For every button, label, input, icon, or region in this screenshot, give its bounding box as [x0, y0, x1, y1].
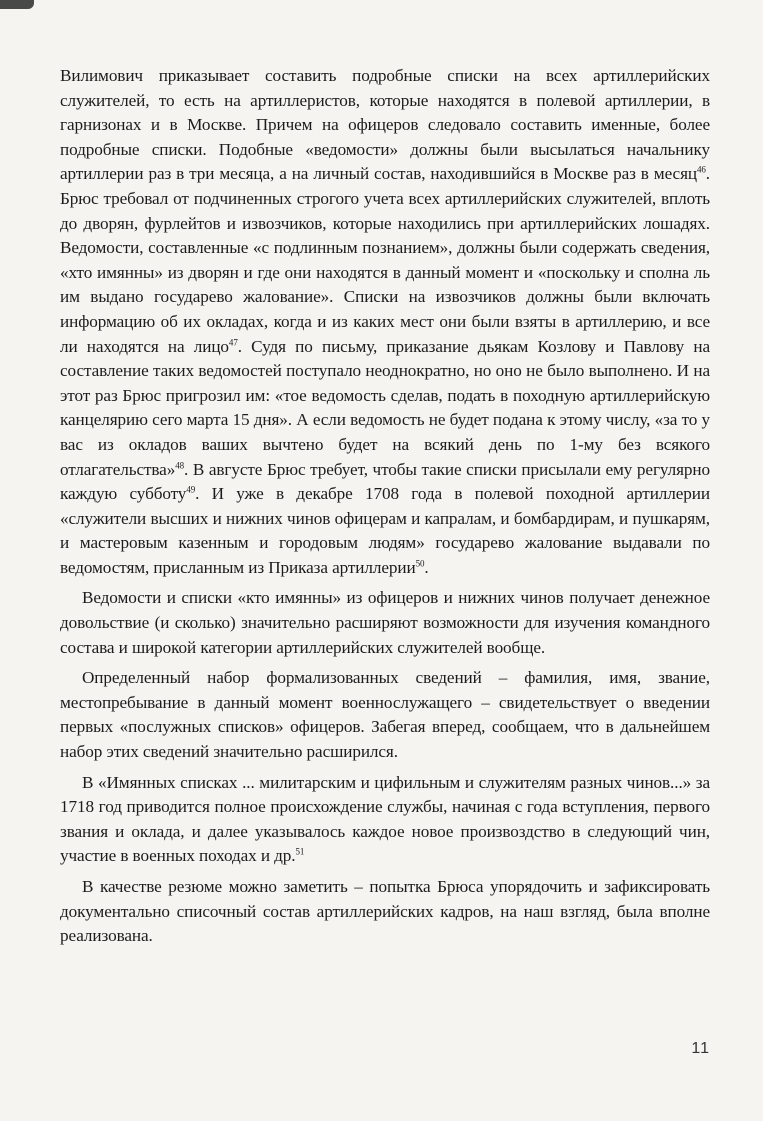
footnote-ref: 46 — [696, 164, 706, 175]
paragraph-1 — [60, 64, 710, 580]
footnote-ref: 47 — [228, 336, 238, 347]
scan-edge-mark — [0, 0, 34, 9]
text-run: Ведомости и списки «кто имянны» из офицеров и нижних чинов получает денежное довольствие (и сколько) значительно расширяют возможности для изучения командного состава и широкой категории артиллерийских служителей вообще. — [60, 588, 710, 657]
text-run: В качестве резюме можно заметить – попытка Брюса упорядочить и зафиксировать документально списочный состав артиллерийских кадров, на наш взгляд, была вполне реализована. — [60, 877, 710, 946]
text-run: . — [424, 557, 429, 577]
text-run: Вилимович приказывает составить подробные списки на всех артиллерийских служителей, то есть на артиллеристов, которые находятся в полевой артиллерии, в гарнизонах и в Москве. Причем на офицеров следовало составить именные, более подробные списки. Подобные «ведомости» должны были высылаться начальнику артиллерии раз в три месяца, а на личный состав, находившийся в Москве раз в месяц — [60, 66, 710, 184]
paragraph-5 — [60, 875, 710, 949]
body-text — [60, 64, 710, 955]
paragraph-4 — [60, 771, 710, 869]
paragraph-3 — [60, 666, 710, 764]
paragraph-2 — [60, 586, 710, 660]
footnote-ref: 50 — [415, 558, 425, 569]
text-run: В «Имянных списках ... милитарским и цифильным и служителям разных чинов...» за 1718 год приводится полное происхождение службы, начиная с года вступления, первого звания и оклада, и далее указывалось каждое новое произвоздство в следующий чин, участие в военных походах и др. — [60, 772, 710, 866]
text-run: . В августе Брюс требует, чтобы такие списки присылали ему регулярно каждую субботу — [60, 459, 710, 504]
page-number: 11 — [691, 1040, 710, 1057]
footnote-ref: 48 — [175, 459, 185, 470]
text-run: Определенный набор формализованных сведений – фамилия, имя, звание, местопребывание в данный момент военнослужащего – свидетельствует о введении первых «послужных списков» офицеров. Забегая вперед, сообщаем, что в дальнейшем набор этих сведений значительно расширился. — [60, 668, 710, 762]
text-run: . И уже в декабре 1708 года в полевой походной артиллерии «служители высших и нижних чинов офицерам и капралам, и бомбардирам, и пушкарям, и мастеровым казенным и городовым людям» государево жалование выдавали по ведомостям, присланным из Приказа артиллерии — [60, 484, 710, 577]
text-run: . Брюс требовал от подчиненных строгого учета всех артиллерийских служителей, вплоть до дворян, фурлейтов и извозчиков, которые находились при артиллерийских лошадях. Ведомости, составленные «с подлинным познанием», должны были содержать сведения, «хто имянны» из дворян и где они находятся в данный момент и «поскольку и сполна ль им выдано государево жалование». Списки на извозчиков должны были включать информацию об их окладах, когда и из каких мест они были взяты в артиллерию, и все ли находятся на лицо — [60, 164, 710, 356]
footnote-ref: 49 — [186, 484, 196, 495]
footnote-ref: 51 — [295, 846, 305, 857]
text-run: . Судя по письму, приказание дьякам Козлову и Павлову на составление таких ведомостей поступало неоднократно, но оно не было выполнено. И на этот раз Брюс пригрозил им: «тое ведомость сделав, подать в походную артиллерийскую канцелярию сего марта 15 дня». А если ведомость не будет подана к этому числу, «за то у вас из окладов ваших вычтено будет на всякий день по 1-му без всякого отлагательства» — [60, 336, 710, 479]
